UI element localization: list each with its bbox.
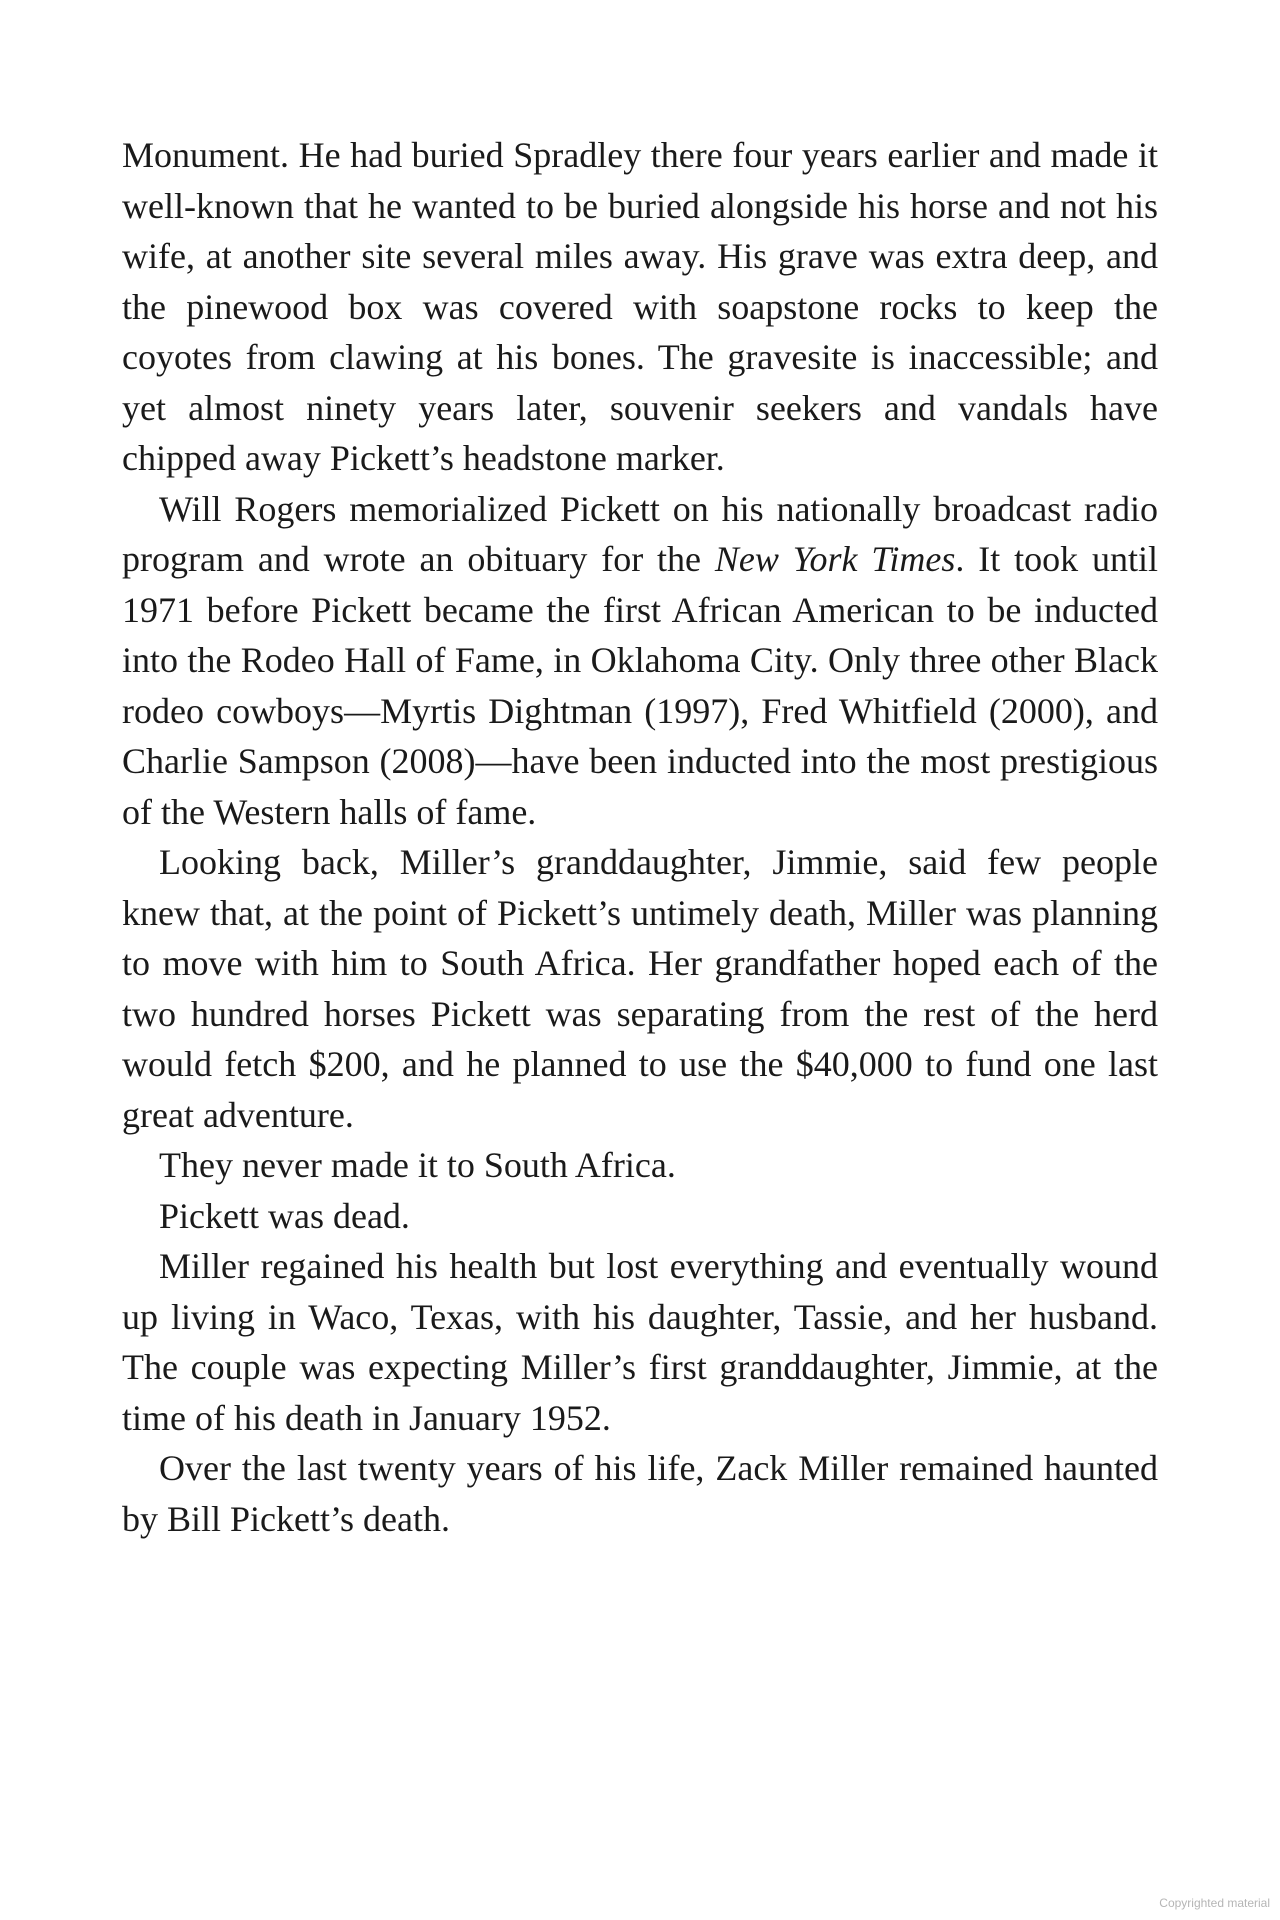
paragraph-miller-regained: Miller regained his health but lost everything and eventually wound up living in Waco, Texas, with his daughter, Tassie, and her husband. The couple was expecting Miller’s first granddaughter, Jimmie, at the time of his death in January 1952. bbox=[122, 1246, 1158, 1438]
paragraph-will-rogers-rest: . It took until 1971 before Pickett became the first African American to be inducted into the Rodeo Hall of Fame, in Oklahoma City. Only three other Black rodeo cowboys—Myrtis Dightman (1997), Fred Whitfield (2000), and Charlie Sampson (2008)—have been inducted into the most prestigious of the Western halls of fame. bbox=[122, 539, 1159, 832]
paragraph-pickett-dead: Pickett was dead. bbox=[159, 1195, 410, 1236]
paragraph-monument: Monument. He had buried Spradley there four years earlier and made it well-known that he wanted to be buried alongside his horse and not his wife, at another site several miles away. His grave was extra deep, and the pinewood box was covered with soapstone rocks to keep the coyotes from clawing at his bones. The gravesite is inaccessible; and yet almost ninety years later, souvenir seekers and vandals have chipped away Pickett’s headstone marker. bbox=[122, 135, 1158, 478]
paragraph-looking-back: Looking back, Miller’s granddaughter, Jimmie, said few people knew that, at the point of Pickett’s untimely death, Miller was planning to move with him to South Africa. Her grandfather hoped each of the two hundred horses Pickett was separating from the rest of the herd would fetch $200, and he planned to use the $40,000 to fund one last great adventure. bbox=[122, 842, 1158, 1135]
paragraph-will-rogers bbox=[122, 484, 1158, 838]
newspaper-title: New York Times bbox=[714, 539, 956, 579]
paragraph-will-rogers-lead: Will Rogers memorialized Pickett on his nationally broadcast radio program and wrote an obituary for the bbox=[122, 488, 1158, 579]
paragraph-last-twenty-years: Over the last twenty years of his life, Zack Miller remained haunted by Bill Pickett’s death. bbox=[122, 1448, 1158, 1539]
copyright-watermark: Copyrighted material bbox=[1159, 1896, 1270, 1910]
paragraph-south-africa: They never made it to South Africa. bbox=[159, 1145, 676, 1185]
page-body bbox=[122, 130, 1158, 1544]
